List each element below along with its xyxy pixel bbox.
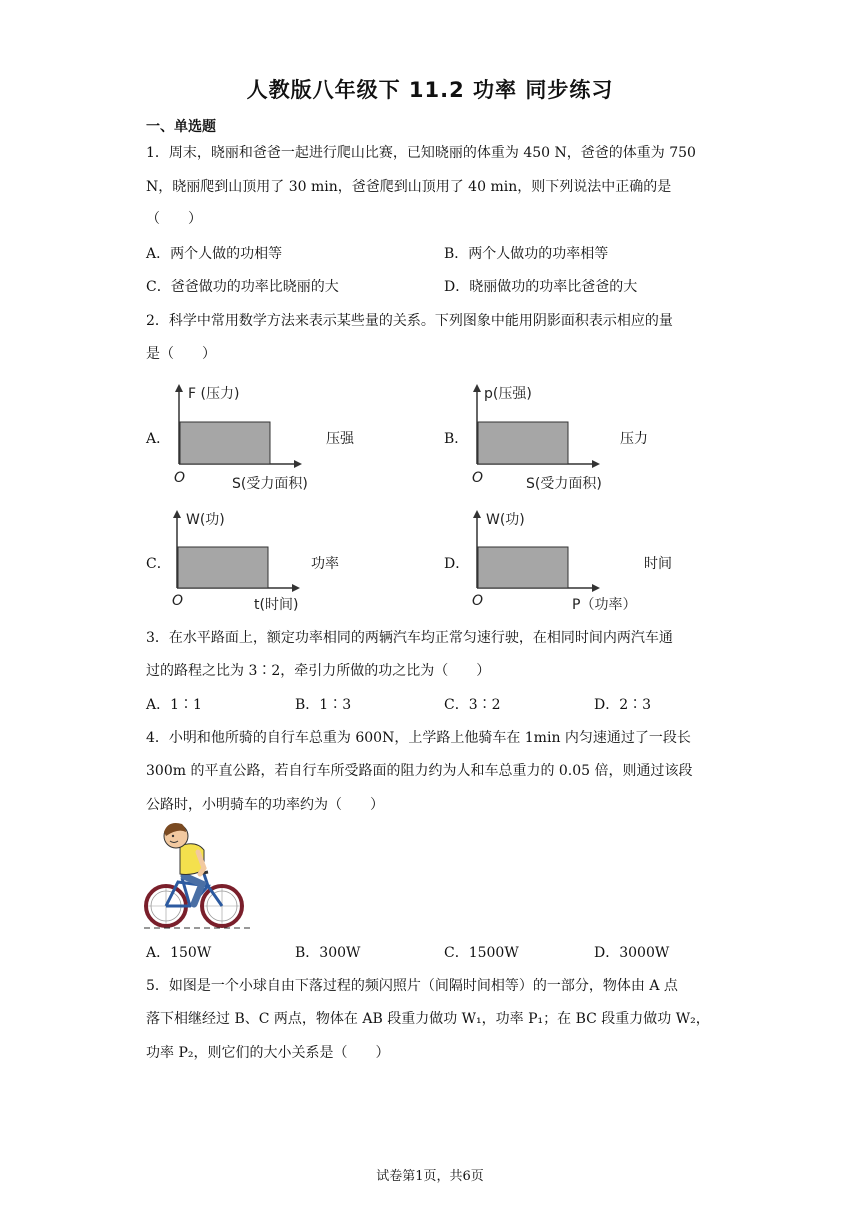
- q2-option-c[interactable]: C．: [146, 556, 171, 572]
- q4-option-b[interactable]: B．300W: [295, 945, 361, 961]
- page-footer: 试卷第1页，共6页: [376, 1169, 484, 1184]
- graph-d-answer-label: 时间: [644, 556, 672, 572]
- graph-d-origin: O: [472, 593, 484, 609]
- q1-line2: N，晓丽爬到山顶用了 30 min，爸爸爬到山顶用了 40 min，则下列说法中正确的是: [146, 179, 672, 195]
- q1-line1: 1．周末，晓丽和爸爸一起进行爬山比赛，已知晓丽的体重为 450 N，爸爸的体重为 750: [146, 145, 696, 161]
- q2-option-d[interactable]: D．: [444, 556, 470, 572]
- cyclist-illustration: [142, 818, 254, 936]
- graph-c-answer-label: 功率: [311, 556, 339, 572]
- graph-a-x-label: S(受力面积): [232, 476, 308, 492]
- q2-option-b[interactable]: B．: [444, 431, 469, 447]
- graph-a: [166, 378, 346, 496]
- q2-line1: 2．科学中常用数学方法来表示某些量的关系。下列图象中能用阴影面积表示相应的量: [146, 313, 673, 329]
- graph-d-x-label: P（功率）: [572, 597, 637, 613]
- q2-line2: 是（ ）: [146, 346, 216, 362]
- q5-line3: 功率 P₂，则它们的大小关系是（ ）: [146, 1045, 390, 1061]
- q4-line1: 4．小明和他所骑的自行车总重为 600N，上学路上他骑车在 1min 内匀速通过了一段长: [146, 730, 691, 746]
- graph-d-y-label: W(功): [486, 512, 525, 528]
- q3-line1: 3．在水平路面上，额定功率相同的两辆汽车均正常匀速行驶，在相同时间内两汽车通: [146, 630, 673, 646]
- q4-option-d[interactable]: D．3000W: [594, 945, 670, 961]
- graph-c-x-label: t(时间): [254, 597, 299, 613]
- graph-a-answer-label: 压强: [326, 431, 354, 447]
- graph-a-y-label: F (压力): [188, 386, 240, 402]
- page-title: 人教版八年级下 11.2 功率 同步练习: [246, 78, 614, 102]
- q1-line3: （ ）: [146, 211, 202, 227]
- graph-d: [464, 504, 664, 616]
- graph-c-y-label: W(功): [186, 512, 225, 528]
- q1-option-c[interactable]: C．爸爸做功的功率比晓丽的大: [146, 279, 339, 295]
- section-heading: 一、单选题: [146, 119, 216, 135]
- q3-option-a[interactable]: A．1∶1: [146, 697, 202, 713]
- q3-option-d[interactable]: D．2∶3: [594, 697, 652, 713]
- graph-b-answer-label: 压力: [620, 431, 648, 447]
- graph-c-origin: O: [172, 593, 184, 609]
- q5-line1: 5．如图是一个小球自由下落过程的频闪照片（间隔时间相等）的一部分，物体由 A 点: [146, 978, 678, 994]
- q3-option-b[interactable]: B．1∶3: [295, 697, 352, 713]
- q1-option-d[interactable]: D．晓丽做功的功率比爸爸的大: [444, 279, 638, 295]
- q1-option-b[interactable]: B．两个人做功的功率相等: [444, 246, 609, 262]
- q4-option-c[interactable]: C．1500W: [444, 945, 519, 961]
- q1-option-a[interactable]: A．两个人做的功相等: [146, 246, 283, 262]
- q3-line2: 过的路程之比为 3∶2，牵引力所做的功之比为（ ）: [146, 663, 491, 679]
- q5-line2: 落下相继经过 B、C 两点，物体在 AB 段重力做功 W₁，功率 P₁；在 BC 段重力做功 W₂，: [146, 1011, 710, 1027]
- q3-option-c[interactable]: C．3∶2: [444, 697, 501, 713]
- q2-option-a[interactable]: A．: [146, 431, 171, 447]
- q4-line2: 300m 的平直公路，若自行车所受路面的阻力约为人和车总重力的 0.05 倍，则通过该段: [146, 763, 693, 779]
- q4-option-a[interactable]: A．150W: [146, 945, 212, 961]
- graph-a-origin: O: [174, 470, 186, 486]
- q4-line3: 公路时，小明骑车的功率约为（ ）: [146, 797, 384, 813]
- graph-b-x-label: S(受力面积): [526, 476, 602, 492]
- graph-b-y-label: p(压强): [484, 386, 532, 402]
- graph-b-origin: O: [472, 470, 484, 486]
- graph-b: [464, 378, 644, 496]
